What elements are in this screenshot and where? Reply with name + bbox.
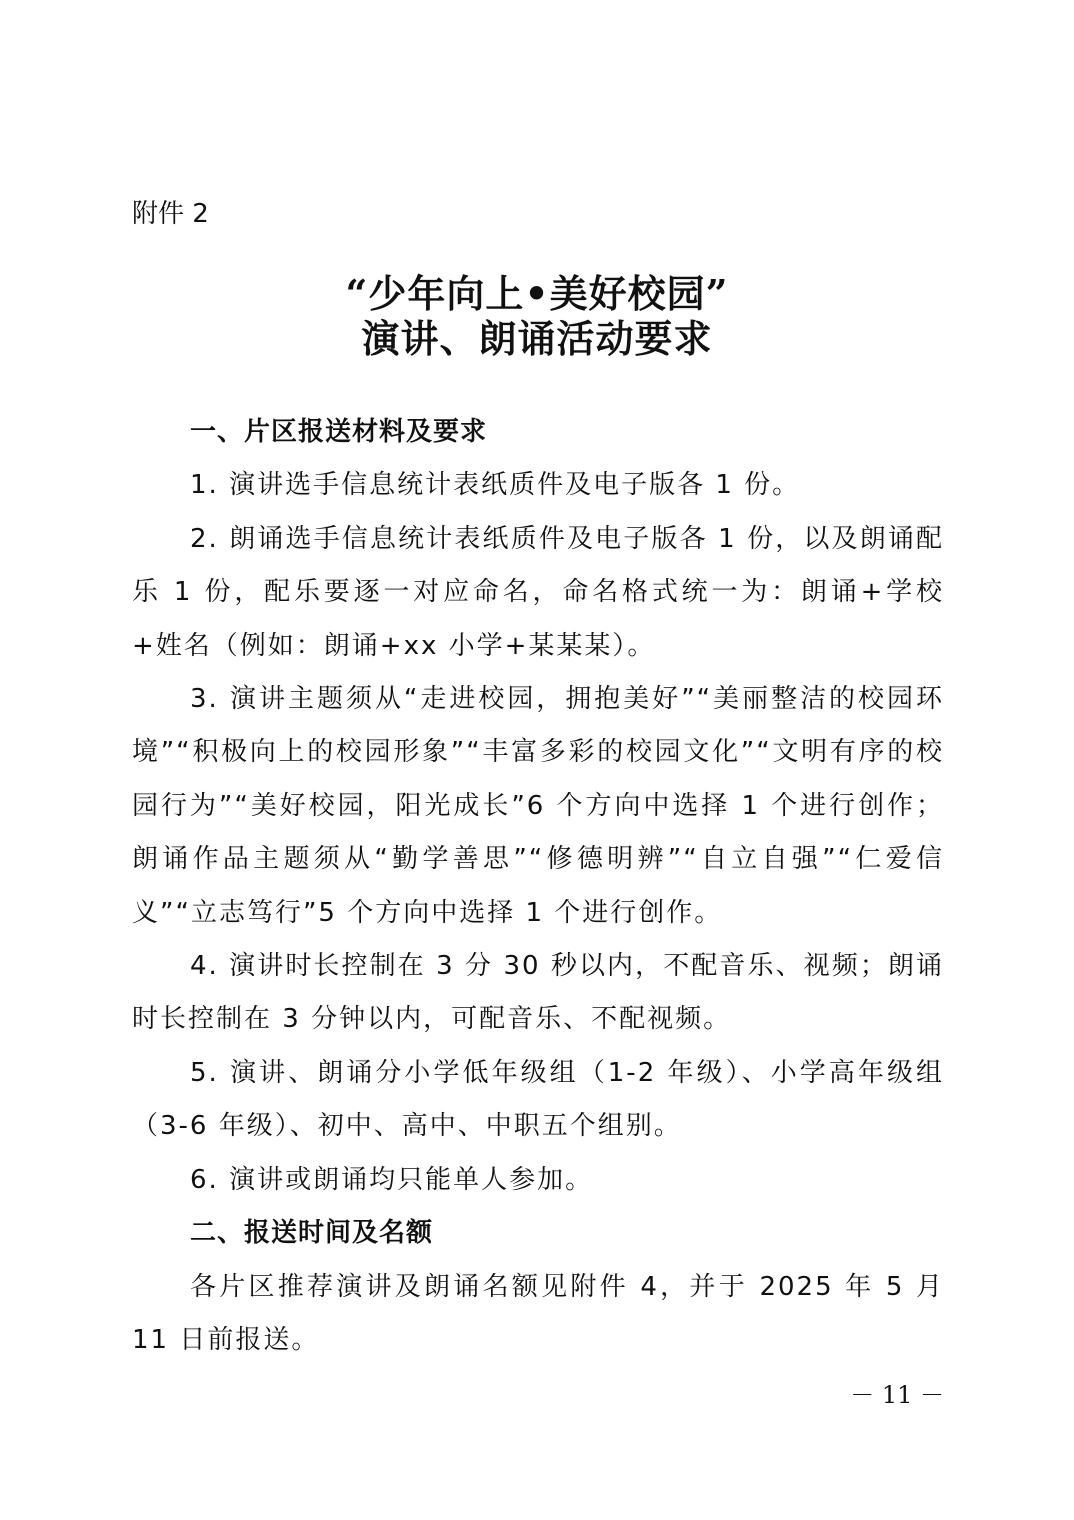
requirement-item-5: 5. 演讲、朗诵分小学低年级组（1-2 年级）、小学高年级组（3-6 年级）、初中、高中、中职五个组别。 [132, 1057, 944, 1142]
document-title-line-2: 演讲、朗诵活动要求 [361, 316, 713, 361]
schedule-paragraph: 各片区推荐演讲及朗诵名额见附件 4，并于 2025 年 5 月 11 日前报送。 [132, 1271, 944, 1355]
requirement-item-3: 3. 演讲主题须从“走进校园，拥抱美好”“美丽整洁的校园环境”“积极向上的校园形象”“丰富多彩的校园文化”“文明有序的校园行为”“美好校园，阳光成长”6 个方向中选择 1 个进行创作；朗诵作品主题须从“勤学善思”“修德明辨”“自立自强”“仁爱信义”“立志笃行”5 个方向中选择 1 个进行创作。 [132, 684, 944, 928]
document-body [132, 406, 944, 1367]
requirement-item-2: 2. 朗诵选手信息统计表纸质件及电子版各 1 份，以及朗诵配乐 1 份，配乐要逐一对应命名，命名格式统一为：朗诵+学校+姓名（例如：朗诵+xx 小学+某某某）。 [132, 523, 944, 661]
document-title-line-1: “少年向上•美好校园” [345, 271, 729, 316]
section-heading-schedule: 二、报送时间及名额 [190, 1218, 434, 1249]
attachment-label: 附件 2 [132, 199, 209, 229]
requirement-item-4: 4. 演讲时长控制在 3 分 30 秒以内，不配音乐、视频；朗诵时长控制在 3 分钟以内，可配音乐、不配视频。 [132, 951, 944, 1035]
requirement-item-1: 1. 演讲选手信息统计表纸质件及电子版各 1 份。 [190, 470, 801, 501]
page-number: － 11 － [850, 1381, 944, 1409]
requirement-item-6: 6. 演讲或朗诵均只能单人参加。 [190, 1164, 594, 1195]
section-heading-materials: 一、片区报送材料及要求 [190, 417, 488, 447]
